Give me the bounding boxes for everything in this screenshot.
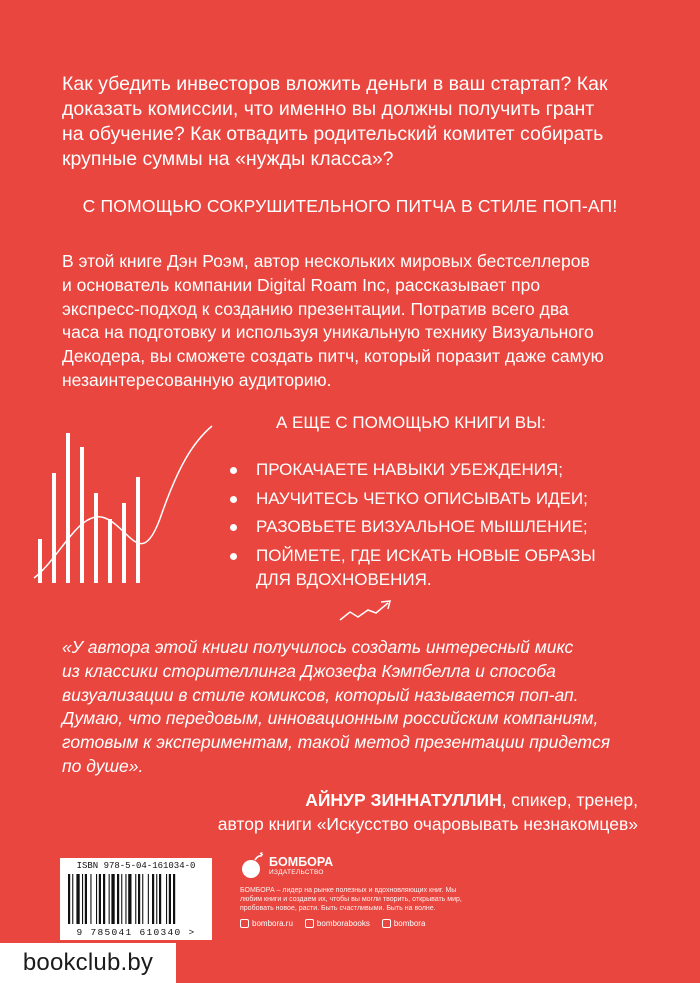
ean-digits: 9 785041 610340 > (76, 927, 196, 938)
author-name: АЙНУР ЗИННАТУЛЛИН (305, 790, 502, 810)
bullet-dot-icon (230, 524, 237, 531)
chart-bar (108, 519, 112, 583)
quote-line: визуализации в стиле комиксов, который называется поп-ап. (62, 684, 579, 705)
intro-paragraph (62, 72, 640, 172)
watermark: bookclub.by (0, 943, 176, 983)
publisher-name: БОМБОРА (269, 855, 334, 869)
globe-icon (240, 919, 249, 928)
quote-line: «У автора этой книги получилось создать интересный микс (62, 637, 574, 657)
trend-arrow-icon (338, 598, 394, 624)
list-item-text: ДЛЯ ВДОХНОВЕНИЯ. (256, 569, 432, 589)
bullet-dot-icon (230, 496, 237, 503)
publisher-subtitle: ИЗДАТЕЛЬСТВО (269, 869, 324, 876)
list-item-text: РАЗОВЬЕТЕ ВИЗУАЛЬНОЕ МЫШЛЕНИЕ; (256, 517, 588, 536)
chart-bar (66, 433, 70, 583)
bullet-dot-icon (230, 467, 237, 474)
description-line: экспресс-подход к созданию презентации. Потратив всего два (62, 298, 569, 319)
publisher-block (240, 852, 650, 928)
testimonial-quote (62, 636, 640, 779)
quote-line: из классики сторителлинга Джозефа Кэмпбелла и способа (62, 660, 556, 681)
description-line: и основатель компании Digital Roam Inc, рассказывает про (62, 274, 541, 295)
social-link[interactable] (305, 919, 370, 928)
chart-bar (80, 447, 84, 583)
chart-bar (52, 473, 56, 583)
list-item-text: ПРОКАЧАЕТЕ НАВЫКИ УБЕЖДЕНИЯ; (256, 460, 563, 479)
social-link[interactable] (382, 919, 426, 928)
social-label: bomborabooks (316, 919, 370, 928)
isbn-text: ISBN 978-5-04-161034-0 (76, 861, 196, 871)
social-label: bombora (393, 919, 426, 928)
quote-author (218, 788, 638, 836)
barcode (60, 858, 212, 940)
description-line: незаинтересованную аудиторию. (62, 369, 332, 390)
chart-bar (94, 493, 98, 583)
quote-line: Думаю, что передовым, инновационным российским компаниям, (62, 708, 599, 729)
intro-line: Как убедить инвесторов вложить деньги в ваш стартап? Как (62, 73, 608, 95)
benefits-list (230, 458, 650, 596)
description-line: часа на подготовку и используя уникальную технику Визуального (62, 322, 594, 343)
publisher-socials (240, 919, 650, 928)
vk-icon (305, 919, 314, 928)
description-paragraph (62, 250, 640, 393)
social-label: bombora.ru (252, 919, 293, 928)
description-line: Декодера, вы сможете создать питч, который поразит даже самую (62, 346, 604, 367)
list-item (230, 544, 650, 592)
barcode-bars-icon (68, 874, 204, 924)
list-item-text: НАУЧИТЕСЬ ЧЕТКО ОПИСЫВАТЬ ИДЕИ; (256, 488, 588, 508)
author-book: автор книги «Искусство очаровывать незнакомцев» (217, 814, 638, 834)
author-role: , спикер, тренер, (501, 790, 638, 810)
chart-bar (122, 503, 126, 583)
intro-line: доказать комиссии, что именно вы должны получить грант (62, 98, 595, 120)
bomb-logo-icon (240, 852, 264, 880)
bullet-dot-icon (230, 553, 237, 560)
list-item-text: ПОЙМЕТЕ, ГДЕ ИСКАТЬ НОВЫЕ ОБРАЗЫ (256, 545, 596, 565)
decorative-bar-chart (30, 418, 220, 583)
list-item (230, 487, 650, 511)
quote-line: готовым к экспериментам, такой метод презентации придется (62, 732, 611, 753)
headline: С ПОМОЩЬЮ СОКРУШИТЕЛЬНОГО ПИТЧА В СТИЛЕ ПОП-АП! (82, 196, 618, 216)
intro-line: на обучение? Как отвадить родительский комитет собирать (62, 123, 604, 145)
publisher-logo (240, 852, 650, 880)
description-line: В этой книге Дэн Роэм, автор нескольких мировых бестселлеров (62, 251, 590, 271)
list-item (230, 515, 650, 539)
also-title: А ЕЩЕ С ПОМОЩЬЮ КНИГИ ВЫ: (276, 413, 546, 432)
quote-line: по душе». (62, 755, 144, 776)
video-icon (382, 919, 391, 928)
publisher-about: БОМБОРА – лидер на рынке полезных и вдохновляющих книг. Мы любим книги и создаем их, чтобы вы могли творить, открывать мир, пробовать новое, расти. Быть счастливыми. Быть на волне. (240, 887, 462, 912)
social-link[interactable] (240, 919, 293, 928)
chart-bar (136, 477, 140, 583)
list-item (230, 458, 650, 482)
intro-line: крупные суммы на «нужды класса»? (62, 148, 394, 170)
chart-bar (38, 539, 42, 583)
